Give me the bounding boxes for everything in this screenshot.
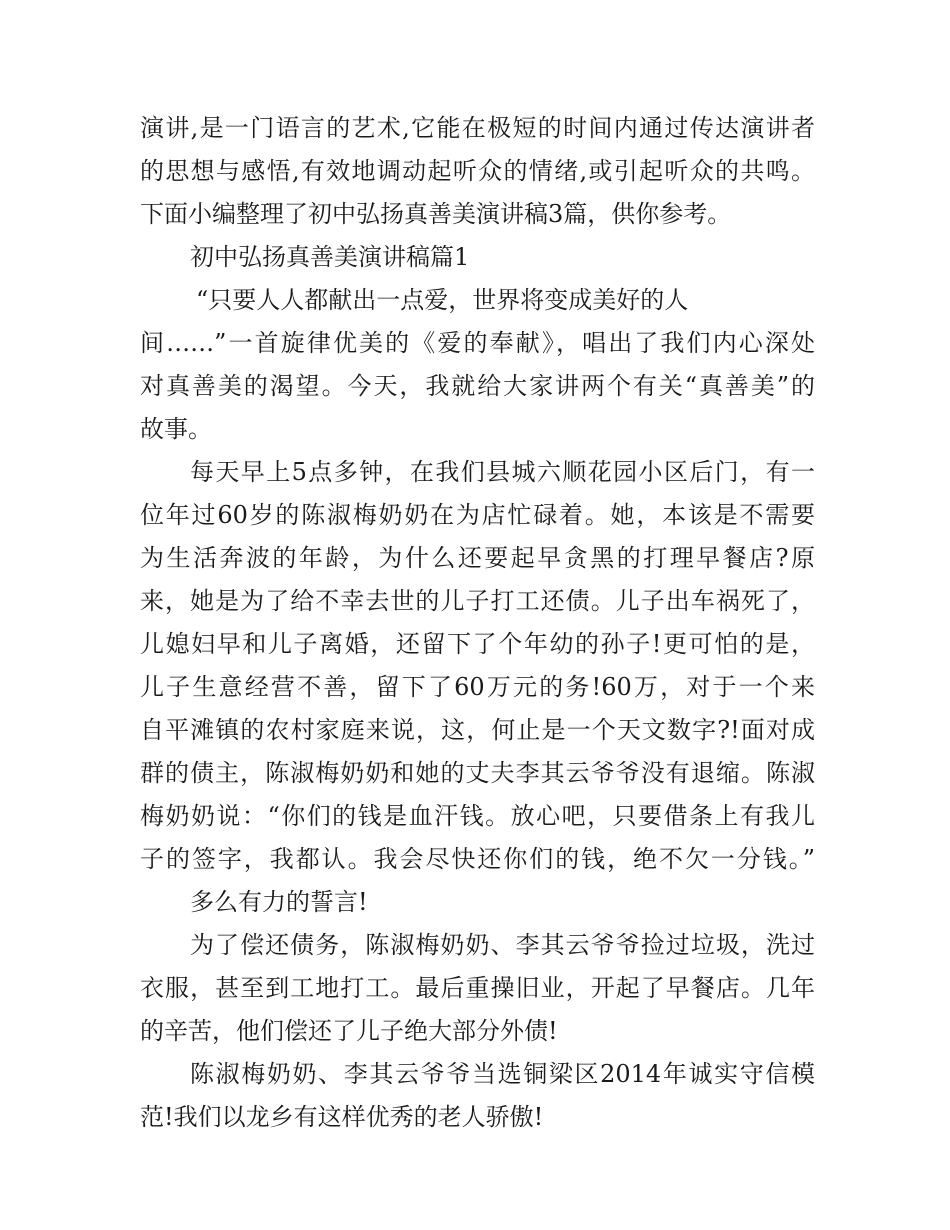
paragraph-line: 衣服，甚至到工地打工。最后重操旧业，开起了早餐店。几年: [140, 974, 815, 1002]
paragraph-line: 演讲,是一门语言的艺术,它能在极短的时间内通过传达演讲者: [140, 114, 815, 142]
paragraph-line: 位年过60岁的陈淑梅奶奶在为店忙碌着。她，本该是不需要: [140, 501, 815, 529]
paragraph-line: 梅奶奶说：“你们的钱是血汗钱。放心吧，只要借条上有我儿: [140, 802, 815, 830]
paragraph-line: 故事。: [140, 415, 212, 443]
paragraph-line: 间……”一首旋律优美的《爱的奉献》，唱出了我们内心深处: [140, 329, 815, 357]
paragraph-line: 群的债主，陈淑梅奶奶和她的丈夫李其云爷爷没有退缩。陈淑: [140, 759, 815, 787]
paragraph-line: 来，她是为了给不幸去世的儿子打工还债。儿子出车祸死了，: [140, 587, 815, 615]
paragraph-line: 自平滩镇的农村家庭来说，这，何止是一个天文数字?!面对成: [140, 716, 815, 744]
paragraph-line: 为生活奔波的年龄，为什么还要起早贪黑的打理早餐店?原: [140, 544, 815, 572]
section-heading: 初中弘扬真善美演讲稿篇1: [190, 243, 470, 271]
paragraph-line: 每天早上5点多钟，在我们县城六顺花园小区后门，有一: [190, 458, 815, 486]
paragraph-line: 对真善美的渴望。今天，我就给大家讲两个有关“真善美”的: [140, 372, 815, 400]
paragraph-line: 范!我们以龙乡有这样优秀的老人骄傲!: [140, 1103, 544, 1131]
paragraph-line: 陈淑梅奶奶、李其云爷爷当选铜梁区2014年诚实守信模: [190, 1060, 815, 1088]
paragraph-line: 的辛苦，他们偿还了儿子绝大部分外债!: [140, 1017, 558, 1045]
paragraph-line: 多么有力的誓言!: [190, 888, 368, 916]
paragraph-line: 为了偿还债务，陈淑梅奶奶、李其云爷爷捡过垃圾，洗过: [190, 931, 815, 959]
paragraph-line: 子的签字，我都认。我会尽快还你们的钱，绝不欠一分钱。”: [140, 845, 815, 873]
paragraph-line: 的思想与感悟,有效地调动起听众的情绪,或引起听众的共鸣。: [140, 157, 815, 185]
paragraph-line: 儿子生意经营不善，留下了60万元的务!60万，对于一个来: [140, 673, 815, 701]
paragraph-line: 下面小编整理了初中弘扬真善美演讲稿3篇，供你参考。: [140, 200, 732, 228]
paragraph-line: “只要人人都献出一点爱，世界将变成美好的人: [196, 286, 689, 314]
paragraph-line: 儿媳妇早和儿子离婚，还留下了个年幼的孙子!更可怕的是，: [140, 630, 815, 658]
